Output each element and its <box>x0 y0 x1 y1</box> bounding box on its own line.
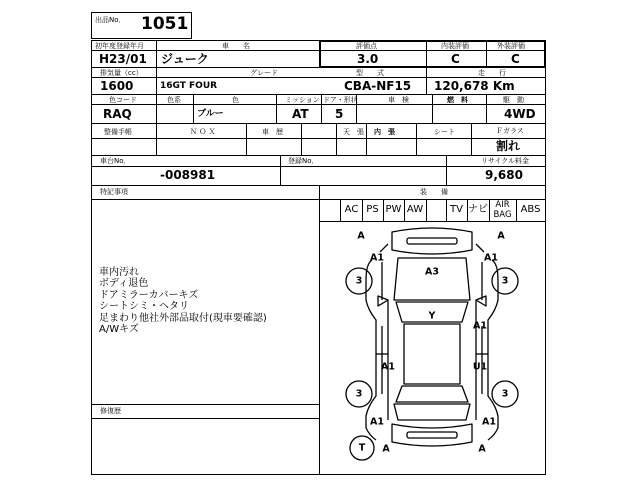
color-system-label: 色系 <box>167 96 181 104</box>
repair-history-label: 修復歴 <box>100 407 121 415</box>
color-label: 色 <box>232 96 239 104</box>
score-label: 評価点 <box>356 42 377 50</box>
remarks-list <box>99 267 267 335</box>
drive-label: 駆 動 <box>503 96 524 104</box>
fuel-label: 燃 料 <box>447 96 468 104</box>
front-glass-label: Ｆガラス <box>496 127 524 135</box>
grade-value: 16GT FOUR <box>160 81 218 91</box>
chassis-no-value: -008981 <box>160 168 216 182</box>
interior-grade-label: 内装評価 <box>441 42 469 50</box>
recycle-fee-label: リサイクル料金 <box>481 157 530 165</box>
color-value: ブルー <box>197 109 224 119</box>
mark-fender-left: A1 <box>370 252 384 264</box>
registration-no-label: 登録No． <box>288 157 319 165</box>
model-value: CBA-NF15 <box>344 79 412 93</box>
displacement-value: 1600 <box>100 79 134 93</box>
remarks-line: シートシミ・ヘタリ <box>99 301 189 313</box>
mark-wheel-fr: 3 <box>501 275 509 287</box>
equip-ps: PS <box>366 204 379 215</box>
model-label: 型 式 <box>356 69 384 77</box>
equip-pw: PW <box>385 204 402 215</box>
equip-airbag: AIR BAG <box>493 200 512 220</box>
listing-number-value: 1051 <box>141 14 189 34</box>
car-name-value: ジューク <box>161 52 209 66</box>
mark-front-right: A <box>497 230 505 242</box>
score-value: 3.0 <box>357 52 379 66</box>
reg-date-label: 初年度登録年月 <box>95 42 144 50</box>
mark-wheel-rr: 3 <box>501 388 509 400</box>
exterior-grade-value: C <box>511 52 520 66</box>
equip-tv: TV <box>450 204 463 215</box>
drive-value: 4WD <box>504 107 536 121</box>
equipment-label: 装 備 <box>420 188 448 196</box>
inspection-label: 車 検 <box>388 96 409 104</box>
mark-door-left-rear: A1 <box>381 361 395 373</box>
nox-label: Ｎ Ｏ Ｘ <box>190 128 216 136</box>
mark-rear-left: A <box>382 443 390 455</box>
remarks-line: ボディ退色 <box>99 278 149 290</box>
service-manual-label: 整備手帳 <box>104 128 132 136</box>
mark-wheel-rl: 3 <box>355 388 363 400</box>
seat-label: シート <box>434 128 455 136</box>
color-code-value: RAQ <box>103 107 132 121</box>
remarks-line: A/Wキズ <box>99 324 139 336</box>
mark-rear-right: A <box>478 443 486 455</box>
mark-rear-quarter-right: A1 <box>482 416 496 428</box>
mark-hood: A3 <box>425 266 439 278</box>
mileage-value: 120,678 Km <box>434 79 515 93</box>
exterior-grade-label: 外装評価 <box>497 42 525 50</box>
color-code-label: 色コード <box>109 96 137 104</box>
chassis-no-label: 車台No． <box>100 157 131 165</box>
doors-label: ドア・形状 <box>323 96 358 104</box>
car-diagram <box>320 222 545 474</box>
mileage-label: 走 行 <box>478 69 506 77</box>
reg-date-value: H23/01 <box>99 52 147 66</box>
car-history-label: 車 歴 <box>262 128 283 136</box>
interior-grade-value: C <box>451 52 460 66</box>
remarks-line: 車内汚れ <box>99 267 139 278</box>
equip-navi: ナビ <box>468 204 488 215</box>
remarks-line: 足まわり他社外部品取付(現車要確認) <box>99 312 267 324</box>
grade-label: グレード <box>250 69 278 77</box>
listing-number-label: 出品No． <box>95 16 126 24</box>
mark-roof: Y <box>428 310 436 322</box>
remarks-line: ドアミラーカバーキズ <box>99 289 199 301</box>
car-name-label: 車 名 <box>222 42 250 50</box>
mark-rear-quarter-left: A1 <box>370 416 384 428</box>
mark-front-left: A <box>357 230 365 242</box>
mark-door-right-rear: U1 <box>472 361 488 373</box>
mark-spare-tire: T <box>358 442 366 454</box>
mark-wheel-fl: 3 <box>355 275 363 287</box>
mark-door-right-front: A1 <box>473 320 487 332</box>
front-glass-value: 割れ <box>496 139 521 153</box>
mark-fender-right: A1 <box>484 252 498 264</box>
recycle-fee-value: 9,680 <box>485 168 523 182</box>
equip-abs: ABS <box>520 204 541 215</box>
remarks-label: 特記事項 <box>100 188 128 196</box>
doors-value: 5 <box>335 107 344 121</box>
equip-ac: AC <box>344 204 359 215</box>
mission-label: ミッション <box>285 96 320 104</box>
equip-aw: AW <box>406 204 424 215</box>
roof-lining-label: 天 張 <box>343 128 364 136</box>
interior-trim-label: 内 張 <box>374 128 395 136</box>
mission-value: AT <box>292 107 309 121</box>
displacement-label: 排気量（cc） <box>100 69 143 77</box>
